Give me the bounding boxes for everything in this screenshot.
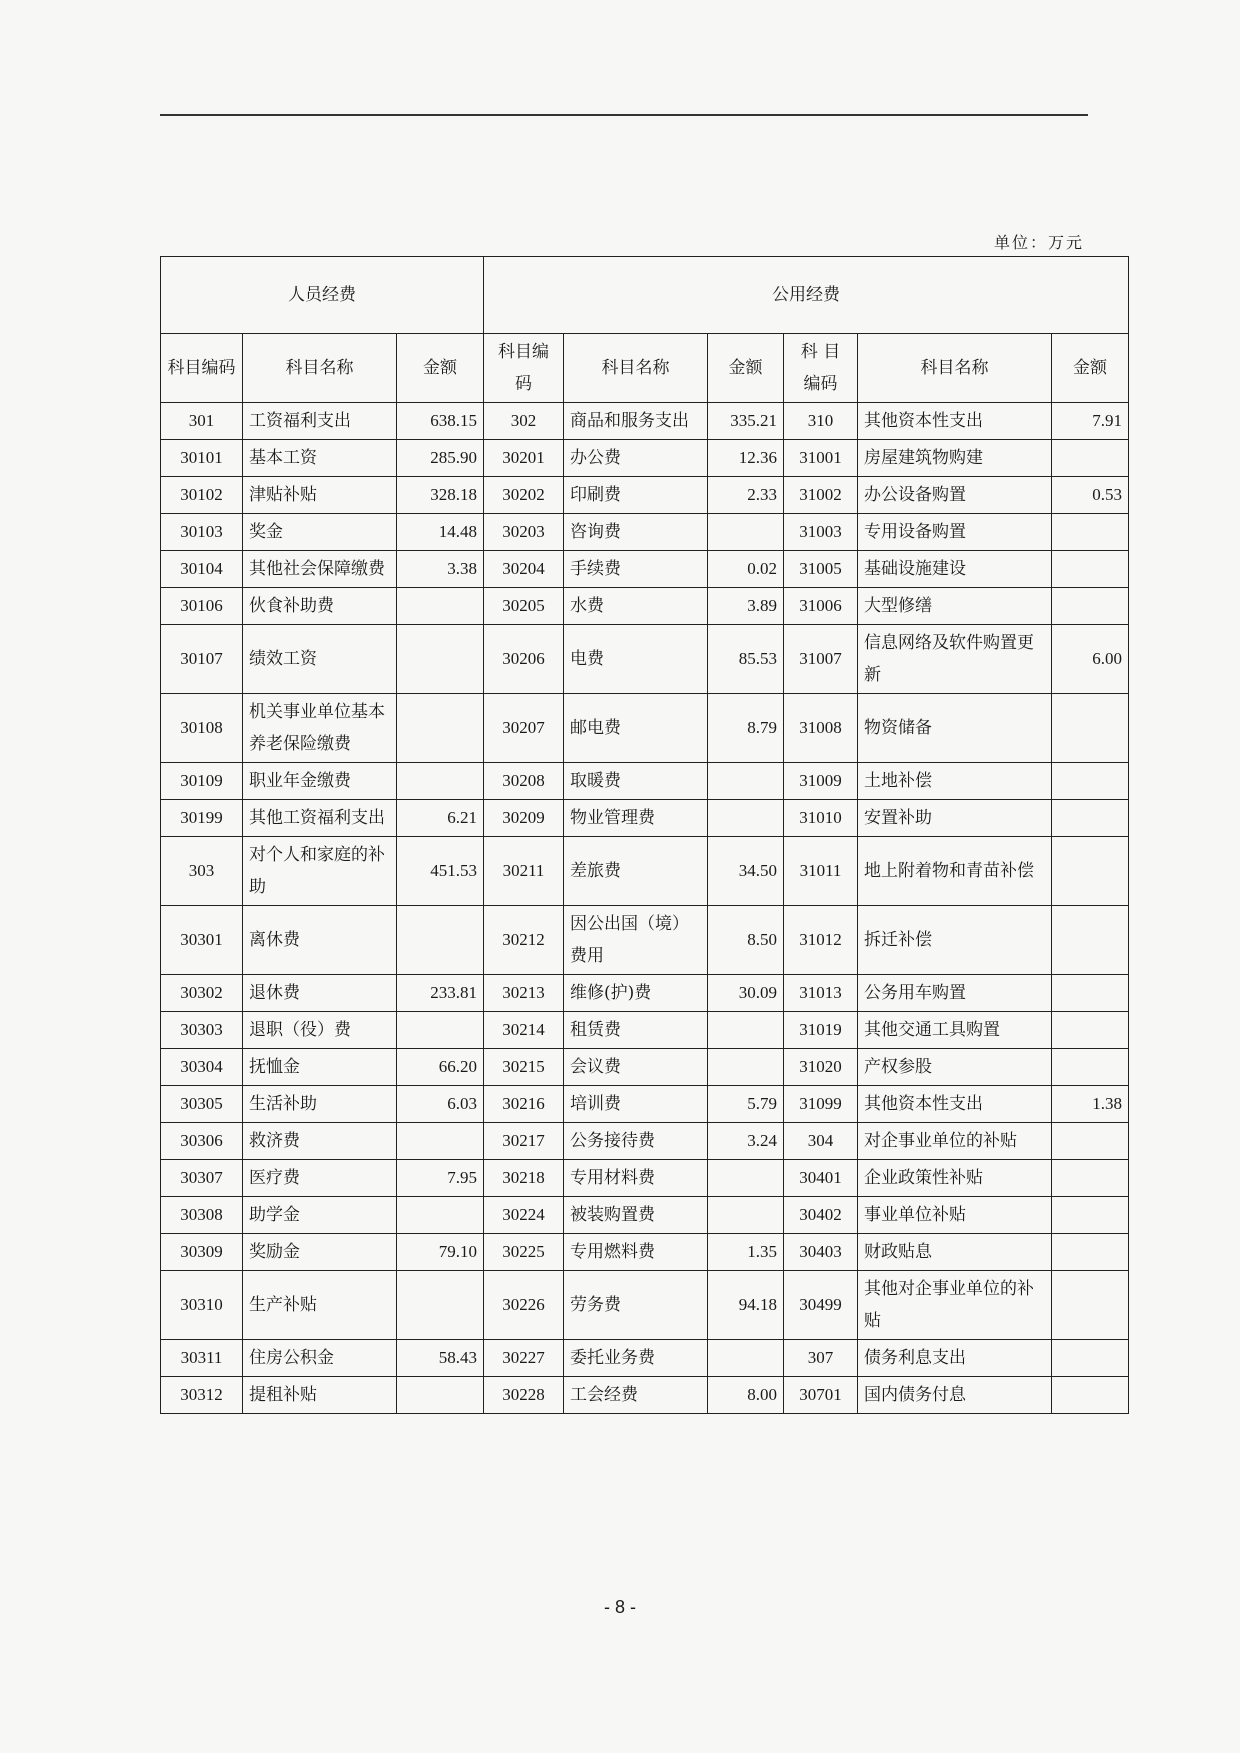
goods-amount: 85.53 [708, 625, 784, 694]
table-row [161, 625, 1129, 694]
table-row [161, 1049, 1129, 1086]
capital-amount [1052, 1197, 1129, 1234]
table-row [161, 906, 1129, 975]
table-row [161, 588, 1129, 625]
goods-code: 30205 [484, 588, 564, 625]
personnel-amount: 285.90 [397, 440, 484, 477]
capital-code: 307 [784, 1340, 858, 1377]
goods-code: 302 [484, 403, 564, 440]
goods-code: 30202 [484, 477, 564, 514]
col-header-name: 科目名称 [858, 334, 1052, 403]
capital-amount [1052, 514, 1129, 551]
capital-code: 31001 [784, 440, 858, 477]
personnel-amount: 6.03 [397, 1086, 484, 1123]
personnel-amount: 233.81 [397, 975, 484, 1012]
goods-name: 取暖费 [564, 763, 708, 800]
goods-name: 维修(护)费 [564, 975, 708, 1012]
personnel-amount [397, 1377, 484, 1414]
personnel-code: 30307 [161, 1160, 243, 1197]
goods-name: 专用燃料费 [564, 1234, 708, 1271]
capital-amount: 6.00 [1052, 625, 1129, 694]
goods-amount: 3.24 [708, 1123, 784, 1160]
goods-name: 邮电费 [564, 694, 708, 763]
table-row [161, 1340, 1129, 1377]
col-header-code: 科目编码 [161, 334, 243, 403]
capital-code: 31010 [784, 800, 858, 837]
capital-code: 31003 [784, 514, 858, 551]
goods-code: 30201 [484, 440, 564, 477]
personnel-code: 30199 [161, 800, 243, 837]
col-header-name: 科目名称 [243, 334, 397, 403]
goods-code: 30207 [484, 694, 564, 763]
personnel-amount [397, 1271, 484, 1340]
personnel-name: 其他工资福利支出 [243, 800, 397, 837]
goods-amount: 8.00 [708, 1377, 784, 1414]
personnel-code: 30311 [161, 1340, 243, 1377]
personnel-amount: 58.43 [397, 1340, 484, 1377]
table-row [161, 551, 1129, 588]
capital-code: 31006 [784, 588, 858, 625]
table-row [161, 477, 1129, 514]
goods-amount: 94.18 [708, 1271, 784, 1340]
goods-name: 咨询费 [564, 514, 708, 551]
personnel-amount [397, 1123, 484, 1160]
budget-table [160, 256, 1129, 1414]
goods-amount: 30.09 [708, 975, 784, 1012]
personnel-amount [397, 1197, 484, 1234]
capital-name: 企业政策性补贴 [858, 1160, 1052, 1197]
capital-code: 31099 [784, 1086, 858, 1123]
header-rule [160, 114, 1088, 116]
personnel-name: 助学金 [243, 1197, 397, 1234]
capital-name: 安置补助 [858, 800, 1052, 837]
table-row [161, 1160, 1129, 1197]
goods-code: 30213 [484, 975, 564, 1012]
table-row [161, 440, 1129, 477]
personnel-name: 奖励金 [243, 1234, 397, 1271]
capital-name: 其他对企事业单位的补贴 [858, 1271, 1052, 1340]
capital-amount: 1.38 [1052, 1086, 1129, 1123]
goods-code: 30204 [484, 551, 564, 588]
table-row [161, 694, 1129, 763]
goods-name: 劳务费 [564, 1271, 708, 1340]
table-row [161, 1271, 1129, 1340]
table-row [161, 1377, 1129, 1414]
capital-code: 30499 [784, 1271, 858, 1340]
goods-code: 30206 [484, 625, 564, 694]
personnel-amount: 7.95 [397, 1160, 484, 1197]
personnel-code: 30301 [161, 906, 243, 975]
personnel-name: 其他社会保障缴费 [243, 551, 397, 588]
goods-amount: 2.33 [708, 477, 784, 514]
personnel-name: 住房公积金 [243, 1340, 397, 1377]
col-header-amount: 金额 [397, 334, 484, 403]
capital-amount [1052, 1160, 1129, 1197]
unit-label: 单位：万元 [993, 233, 1084, 252]
goods-amount: 1.35 [708, 1234, 784, 1271]
capital-amount [1052, 1123, 1129, 1160]
personnel-code: 30101 [161, 440, 243, 477]
capital-code: 31008 [784, 694, 858, 763]
goods-code: 30218 [484, 1160, 564, 1197]
capital-code: 31009 [784, 763, 858, 800]
goods-name: 培训费 [564, 1086, 708, 1123]
goods-amount: 8.50 [708, 906, 784, 975]
personnel-name: 救济费 [243, 1123, 397, 1160]
capital-name: 国内债务付息 [858, 1377, 1052, 1414]
goods-code: 30214 [484, 1012, 564, 1049]
capital-name: 地上附着物和青苗补偿 [858, 837, 1052, 906]
capital-name: 专用设备购置 [858, 514, 1052, 551]
personnel-name: 奖金 [243, 514, 397, 551]
table-row [161, 514, 1129, 551]
personnel-code: 30102 [161, 477, 243, 514]
capital-code: 31019 [784, 1012, 858, 1049]
goods-amount [708, 1340, 784, 1377]
goods-amount [708, 800, 784, 837]
capital-name: 其他资本性支出 [858, 1086, 1052, 1123]
goods-code: 30211 [484, 837, 564, 906]
personnel-code: 30309 [161, 1234, 243, 1271]
capital-name: 拆迁补偿 [858, 906, 1052, 975]
personnel-name: 退休费 [243, 975, 397, 1012]
capital-amount: 0.53 [1052, 477, 1129, 514]
goods-amount: 8.79 [708, 694, 784, 763]
goods-amount [708, 1197, 784, 1234]
capital-name: 债务利息支出 [858, 1340, 1052, 1377]
capital-amount [1052, 975, 1129, 1012]
capital-name: 房屋建筑物购建 [858, 440, 1052, 477]
goods-code: 30209 [484, 800, 564, 837]
personnel-group-header: 人员经费 [161, 257, 484, 334]
capital-amount [1052, 551, 1129, 588]
goods-amount [708, 1012, 784, 1049]
capital-code: 31011 [784, 837, 858, 906]
goods-code: 30227 [484, 1340, 564, 1377]
goods-amount [708, 1049, 784, 1086]
personnel-name: 职业年金缴费 [243, 763, 397, 800]
table-row [161, 837, 1129, 906]
col-header-amount: 金额 [1052, 334, 1129, 403]
goods-amount: 5.79 [708, 1086, 784, 1123]
goods-name: 因公出国（境）费用 [564, 906, 708, 975]
table-row [161, 1197, 1129, 1234]
capital-amount [1052, 588, 1129, 625]
personnel-name: 退职（役）费 [243, 1012, 397, 1049]
table-row [161, 800, 1129, 837]
personnel-code: 30303 [161, 1012, 243, 1049]
capital-code: 31005 [784, 551, 858, 588]
personnel-code: 30302 [161, 975, 243, 1012]
goods-name: 商品和服务支出 [564, 403, 708, 440]
goods-amount [708, 763, 784, 800]
capital-amount [1052, 694, 1129, 763]
capital-amount: 7.91 [1052, 403, 1129, 440]
personnel-amount [397, 588, 484, 625]
personnel-name: 生产补贴 [243, 1271, 397, 1340]
personnel-amount: 3.38 [397, 551, 484, 588]
personnel-amount: 328.18 [397, 477, 484, 514]
personnel-amount [397, 1012, 484, 1049]
personnel-name: 对个人和家庭的补助 [243, 837, 397, 906]
personnel-code: 30305 [161, 1086, 243, 1123]
goods-name: 会议费 [564, 1049, 708, 1086]
capital-code: 30403 [784, 1234, 858, 1271]
personnel-amount [397, 906, 484, 975]
goods-code: 30215 [484, 1049, 564, 1086]
col-header-code: 科目编码 [484, 334, 564, 403]
capital-name: 其他资本性支出 [858, 403, 1052, 440]
capital-amount [1052, 1012, 1129, 1049]
goods-code: 30226 [484, 1271, 564, 1340]
table-row [161, 1086, 1129, 1123]
capital-name: 其他交通工具购置 [858, 1012, 1052, 1049]
group-header-row [161, 257, 1129, 334]
goods-name: 印刷费 [564, 477, 708, 514]
personnel-code: 30109 [161, 763, 243, 800]
personnel-code: 30103 [161, 514, 243, 551]
goods-code: 30212 [484, 906, 564, 975]
goods-amount [708, 514, 784, 551]
capital-code: 31002 [784, 477, 858, 514]
table-row [161, 1123, 1129, 1160]
goods-name: 租赁费 [564, 1012, 708, 1049]
table-row [161, 763, 1129, 800]
goods-code: 30217 [484, 1123, 564, 1160]
goods-amount: 3.89 [708, 588, 784, 625]
capital-amount [1052, 1340, 1129, 1377]
personnel-amount: 14.48 [397, 514, 484, 551]
personnel-code: 30106 [161, 588, 243, 625]
capital-name: 对企事业单位的补贴 [858, 1123, 1052, 1160]
personnel-code: 30310 [161, 1271, 243, 1340]
capital-name: 事业单位补贴 [858, 1197, 1052, 1234]
capital-name: 基础设施建设 [858, 551, 1052, 588]
col-header-name: 科目名称 [564, 334, 708, 403]
personnel-amount: 66.20 [397, 1049, 484, 1086]
personnel-name: 离休费 [243, 906, 397, 975]
personnel-code: 30304 [161, 1049, 243, 1086]
capital-amount [1052, 906, 1129, 975]
personnel-name: 抚恤金 [243, 1049, 397, 1086]
capital-name: 大型修缮 [858, 588, 1052, 625]
personnel-amount [397, 694, 484, 763]
personnel-name: 机关事业单位基本养老保险缴费 [243, 694, 397, 763]
goods-code: 30224 [484, 1197, 564, 1234]
capital-name: 产权参股 [858, 1049, 1052, 1086]
goods-name: 专用材料费 [564, 1160, 708, 1197]
goods-name: 电费 [564, 625, 708, 694]
capital-code: 30701 [784, 1377, 858, 1414]
capital-amount [1052, 837, 1129, 906]
capital-amount [1052, 763, 1129, 800]
personnel-name: 提租补贴 [243, 1377, 397, 1414]
personnel-code: 30308 [161, 1197, 243, 1234]
goods-amount: 12.36 [708, 440, 784, 477]
goods-name: 公务接待费 [564, 1123, 708, 1160]
personnel-name: 绩效工资 [243, 625, 397, 694]
personnel-amount [397, 763, 484, 800]
capital-code: 30402 [784, 1197, 858, 1234]
goods-name: 办公费 [564, 440, 708, 477]
capital-code: 31007 [784, 625, 858, 694]
goods-amount: 34.50 [708, 837, 784, 906]
table-row [161, 975, 1129, 1012]
goods-name: 物业管理费 [564, 800, 708, 837]
column-header-row [161, 334, 1129, 403]
table-row [161, 1234, 1129, 1271]
col-header-code: 科 目 编码 [784, 334, 858, 403]
capital-amount [1052, 800, 1129, 837]
personnel-code: 303 [161, 837, 243, 906]
personnel-code: 30312 [161, 1377, 243, 1414]
personnel-amount: 638.15 [397, 403, 484, 440]
personnel-code: 30108 [161, 694, 243, 763]
personnel-code: 30104 [161, 551, 243, 588]
personnel-name: 津贴补贴 [243, 477, 397, 514]
goods-amount: 0.02 [708, 551, 784, 588]
goods-name: 差旅费 [564, 837, 708, 906]
personnel-name: 基本工资 [243, 440, 397, 477]
capital-code: 310 [784, 403, 858, 440]
goods-name: 工会经费 [564, 1377, 708, 1414]
personnel-code: 301 [161, 403, 243, 440]
table-row [161, 403, 1129, 440]
personnel-name: 伙食补助费 [243, 588, 397, 625]
goods-code: 30228 [484, 1377, 564, 1414]
capital-code: 30401 [784, 1160, 858, 1197]
goods-amount: 335.21 [708, 403, 784, 440]
personnel-amount: 451.53 [397, 837, 484, 906]
capital-name: 财政贴息 [858, 1234, 1052, 1271]
capital-amount [1052, 1234, 1129, 1271]
goods-code: 30203 [484, 514, 564, 551]
capital-code: 304 [784, 1123, 858, 1160]
personnel-code: 30306 [161, 1123, 243, 1160]
capital-name: 信息网络及软件购置更新 [858, 625, 1052, 694]
personnel-name: 生活补助 [243, 1086, 397, 1123]
capital-name: 办公设备购置 [858, 477, 1052, 514]
public-group-header: 公用经费 [484, 257, 1129, 334]
goods-name: 水费 [564, 588, 708, 625]
personnel-amount: 79.10 [397, 1234, 484, 1271]
capital-amount [1052, 1271, 1129, 1340]
goods-amount [708, 1160, 784, 1197]
capital-amount [1052, 440, 1129, 477]
capital-code: 31013 [784, 975, 858, 1012]
goods-name: 委托业务费 [564, 1340, 708, 1377]
personnel-code: 30107 [161, 625, 243, 694]
personnel-name: 工资福利支出 [243, 403, 397, 440]
capital-name: 物资储备 [858, 694, 1052, 763]
goods-name: 被装购置费 [564, 1197, 708, 1234]
personnel-name: 医疗费 [243, 1160, 397, 1197]
personnel-amount [397, 625, 484, 694]
capital-name: 公务用车购置 [858, 975, 1052, 1012]
col-header-amount: 金额 [708, 334, 784, 403]
capital-amount [1052, 1049, 1129, 1086]
table-row [161, 1012, 1129, 1049]
page-number: - 8 - [603, 1597, 636, 1617]
goods-code: 30225 [484, 1234, 564, 1271]
goods-code: 30208 [484, 763, 564, 800]
capital-code: 31020 [784, 1049, 858, 1086]
goods-code: 30216 [484, 1086, 564, 1123]
goods-name: 手续费 [564, 551, 708, 588]
capital-name: 土地补偿 [858, 763, 1052, 800]
capital-amount [1052, 1377, 1129, 1414]
capital-code: 31012 [784, 906, 858, 975]
personnel-amount: 6.21 [397, 800, 484, 837]
